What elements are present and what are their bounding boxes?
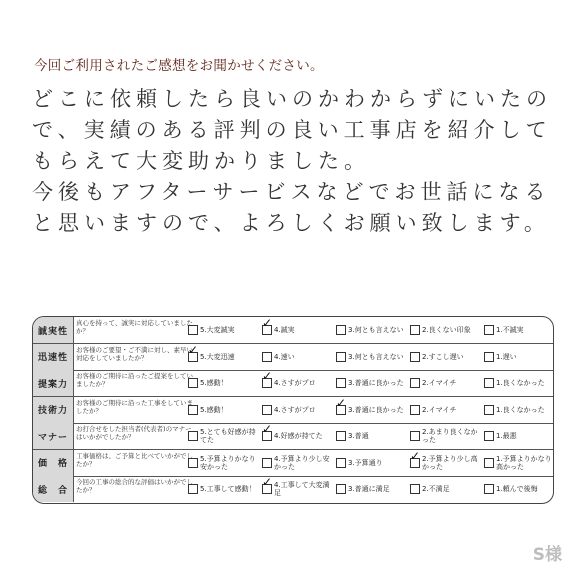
survey-question: お打合せをした担当者(代表者)のマナーはいかがでしたか？ bbox=[76, 425, 192, 441]
survey-option-label: 4.さすがプロ bbox=[274, 379, 316, 387]
survey-option-label: 1.頼んで後悔 bbox=[496, 485, 538, 493]
checkbox-icon[interactable] bbox=[484, 431, 494, 441]
checkbox-icon[interactable] bbox=[336, 325, 346, 335]
survey-option-label: 5.感動！ bbox=[200, 405, 228, 414]
survey-option[interactable] bbox=[336, 344, 406, 370]
survey-option-label: 3.普通 bbox=[348, 432, 369, 440]
survey-option-label: 5.予算よりかなり安かった bbox=[200, 454, 256, 471]
survey-option[interactable] bbox=[410, 370, 480, 396]
survey-option[interactable] bbox=[410, 423, 480, 449]
checkbox-icon[interactable] bbox=[410, 431, 420, 441]
comment-line: もらえて大変助かりました。 bbox=[32, 149, 370, 173]
survey-option-label: 1.予算よりかなり高かった bbox=[496, 454, 552, 471]
survey-option[interactable] bbox=[336, 370, 406, 396]
survey-option[interactable] bbox=[188, 397, 258, 423]
checkbox-icon[interactable] bbox=[336, 458, 346, 468]
comment-line: 今後もアフターサービスなどでお世話になる bbox=[32, 180, 551, 204]
checkbox-icon[interactable] bbox=[336, 484, 346, 494]
survey-option[interactable] bbox=[484, 450, 554, 476]
survey-option-label: 5.工事して感動！ bbox=[200, 485, 256, 493]
survey-option-label: 2.良くない印象 bbox=[422, 326, 471, 334]
survey-question: 今回の工事の総合的な評価はいかがでしたか？ bbox=[76, 478, 193, 494]
checkbox-icon[interactable] bbox=[410, 405, 420, 415]
survey-option[interactable] bbox=[336, 423, 406, 449]
survey-option-label: 2.イマイチ bbox=[422, 405, 457, 414]
survey-option-label: 2.不満足 bbox=[422, 485, 450, 493]
checkbox-icon[interactable] bbox=[484, 325, 494, 335]
survey-option-label: 3.普通に良かった bbox=[348, 379, 404, 387]
checkbox-icon[interactable] bbox=[484, 484, 494, 494]
survey-option-label: 4.予算より少し安かった bbox=[274, 454, 330, 471]
survey-question: 真心を持って、誠実に対応していましたか？ bbox=[76, 319, 193, 335]
checked-checkbox-icon[interactable] bbox=[336, 405, 346, 415]
survey-row bbox=[33, 370, 553, 397]
survey-category: 提案力 bbox=[33, 370, 74, 396]
survey-option-label: 5.大変迅速 bbox=[200, 352, 235, 361]
checked-checkbox-icon[interactable] bbox=[262, 378, 272, 388]
survey-option-label: 3.予算通り bbox=[348, 458, 383, 467]
survey-option-label: 2.イマイチ bbox=[422, 379, 457, 387]
survey-option[interactable] bbox=[262, 423, 332, 449]
survey-option[interactable] bbox=[484, 370, 554, 396]
survey-option[interactable] bbox=[336, 476, 406, 502]
survey-category: マナー bbox=[33, 423, 74, 449]
survey-option[interactable] bbox=[410, 476, 480, 502]
survey-option-label: 1.良くなかった bbox=[496, 379, 545, 387]
survey-category: 価 格 bbox=[33, 450, 74, 476]
survey-option-label: 5.感動！ bbox=[200, 379, 228, 387]
survey-question: お客様のご要望・ご不満に対し、素早い対応をしていましたか？ bbox=[76, 345, 193, 362]
survey-option[interactable] bbox=[484, 476, 554, 502]
survey-option[interactable] bbox=[188, 423, 258, 449]
survey-option[interactable] bbox=[410, 450, 480, 476]
checkbox-icon[interactable] bbox=[188, 458, 198, 468]
checkbox-icon[interactable] bbox=[410, 352, 420, 362]
survey-option-label: 3.何とも言えない bbox=[348, 326, 404, 334]
comment-line: と思いますので、よろしくお願い致します。 bbox=[32, 211, 550, 235]
comment-line: で、実績のある評判の良い工事店を紹介して bbox=[32, 118, 552, 142]
survey-category: 総 合 bbox=[33, 476, 74, 502]
checkbox-icon[interactable] bbox=[484, 352, 494, 362]
survey-option[interactable] bbox=[262, 370, 332, 396]
page-heading: 今回ご利用されたご感想をお聞かせください。 bbox=[34, 58, 324, 74]
survey-option[interactable] bbox=[262, 344, 332, 370]
survey-category: 迅速性 bbox=[33, 344, 74, 370]
survey-option-label: 2.すこし遅い bbox=[422, 352, 464, 361]
checkbox-icon[interactable] bbox=[262, 405, 272, 415]
survey-row bbox=[33, 317, 553, 344]
survey-row bbox=[33, 423, 553, 450]
survey-option[interactable] bbox=[188, 450, 258, 476]
survey-option-label: 3.普通に良かった bbox=[348, 405, 404, 414]
checkbox-icon[interactable] bbox=[410, 325, 420, 335]
customer-comment bbox=[32, 84, 562, 239]
survey-option-label: 4.好感が持てた bbox=[274, 432, 323, 440]
survey-option[interactable] bbox=[484, 317, 554, 343]
survey-option-label: 3.何とも言えない bbox=[348, 352, 404, 361]
survey-option-label: 1.遅い bbox=[496, 352, 517, 361]
checkbox-icon[interactable] bbox=[188, 431, 198, 441]
survey-option[interactable] bbox=[410, 317, 480, 343]
survey-option-label: 3.普通に満足 bbox=[348, 485, 390, 493]
survey-category: 技術力 bbox=[33, 397, 74, 423]
checked-checkbox-icon[interactable] bbox=[410, 458, 420, 468]
survey-option[interactable] bbox=[188, 317, 258, 343]
survey-row bbox=[33, 397, 553, 424]
survey-option-label: 2.予算より少し高かった bbox=[422, 454, 478, 471]
survey-option[interactable] bbox=[188, 344, 258, 370]
survey-option[interactable] bbox=[262, 397, 332, 423]
survey-option[interactable] bbox=[262, 317, 332, 343]
customer-signature: S様 bbox=[532, 545, 562, 565]
survey-question: お客様のご期待に沿ったご提案をしていましたか？ bbox=[76, 372, 193, 388]
survey-option[interactable] bbox=[262, 450, 332, 476]
checkbox-icon[interactable] bbox=[188, 325, 198, 335]
survey-option-label: 4.工事して大変満足 bbox=[274, 481, 330, 497]
survey-option[interactable] bbox=[484, 423, 554, 449]
checked-checkbox-icon[interactable] bbox=[262, 431, 272, 441]
checkbox-icon[interactable] bbox=[262, 352, 272, 362]
survey-question: お客様のご期待に沿った工事をしていましたか？ bbox=[76, 398, 193, 415]
checkbox-icon[interactable] bbox=[188, 378, 198, 388]
survey-option[interactable] bbox=[336, 397, 406, 423]
checkbox-icon[interactable] bbox=[262, 458, 272, 468]
checkbox-icon[interactable] bbox=[410, 378, 420, 388]
survey-option-label: 2.あまり良くなかった bbox=[422, 428, 478, 444]
survey-option[interactable] bbox=[484, 344, 554, 370]
survey-option[interactable] bbox=[188, 476, 258, 502]
checkbox-icon[interactable] bbox=[336, 352, 346, 362]
survey-option-label: 4.さすがプロ bbox=[274, 405, 316, 414]
checked-checkbox-icon[interactable] bbox=[188, 352, 198, 362]
survey-option-label: 1.不誠実 bbox=[496, 326, 524, 334]
survey-option[interactable] bbox=[262, 476, 332, 502]
survey-option[interactable] bbox=[410, 397, 480, 423]
checked-checkbox-icon[interactable] bbox=[262, 325, 272, 335]
survey-table bbox=[32, 316, 554, 504]
survey-option-label: 1.良くなかった bbox=[496, 405, 545, 414]
checkbox-icon[interactable] bbox=[484, 405, 494, 415]
checkbox-icon[interactable] bbox=[188, 405, 198, 415]
survey-option-label: 4.速い bbox=[274, 352, 295, 361]
survey-option-label: 5.大変誠実 bbox=[200, 326, 235, 334]
checkbox-icon[interactable] bbox=[188, 484, 198, 494]
checkbox-icon[interactable] bbox=[484, 378, 494, 388]
checkbox-icon[interactable] bbox=[336, 431, 346, 441]
survey-question: 工事価格は、ご予算と比べていかがでしたか？ bbox=[76, 451, 193, 468]
survey-option-label: 4.誠実 bbox=[274, 326, 295, 334]
checkbox-icon[interactable] bbox=[410, 484, 420, 494]
survey-option[interactable] bbox=[410, 344, 480, 370]
survey-option[interactable] bbox=[336, 317, 406, 343]
survey-row bbox=[33, 344, 553, 371]
survey-row bbox=[33, 476, 553, 502]
comment-line: どこに依頼したら良いのかわからずにいたの bbox=[32, 87, 552, 111]
survey-option-label: 1.最悪 bbox=[496, 432, 517, 440]
survey-option-label: 5.とても好感が持てた bbox=[200, 428, 256, 444]
survey-option[interactable] bbox=[484, 397, 554, 423]
checked-checkbox-icon[interactable] bbox=[262, 484, 272, 494]
survey-row bbox=[33, 450, 553, 477]
checkbox-icon[interactable] bbox=[484, 458, 494, 468]
checkbox-icon[interactable] bbox=[336, 378, 346, 388]
survey-option[interactable] bbox=[188, 370, 258, 396]
survey-option[interactable] bbox=[336, 450, 406, 476]
survey-category: 誠実性 bbox=[33, 317, 74, 343]
